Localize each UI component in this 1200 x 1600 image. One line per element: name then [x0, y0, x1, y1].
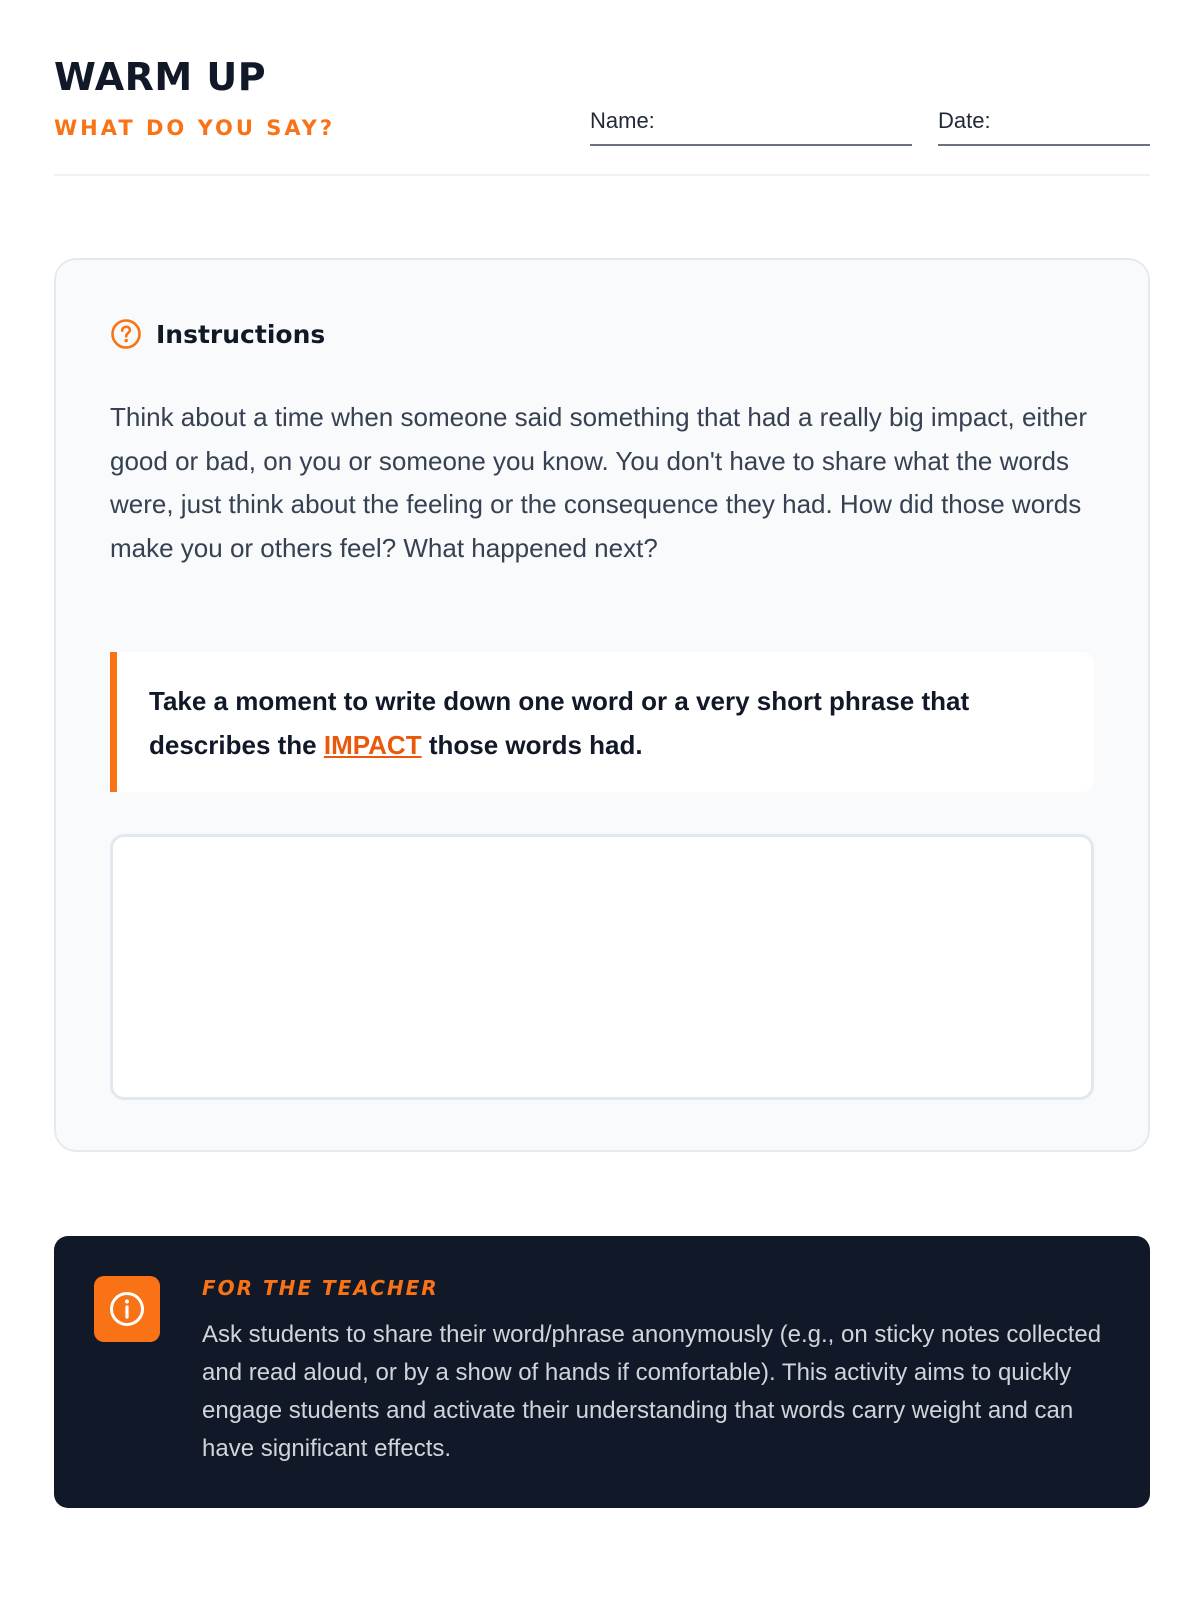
page-title: WARM UP — [54, 55, 267, 99]
info-circle-icon — [107, 1289, 147, 1329]
writing-prompt-callout — [110, 652, 1094, 792]
teacher-note-body: Ask students to share their word/phrase anonymously (e.g., on sticky notes collected and read aloud, or by a show of hands if comfortable). This activity aims to quickly engage students and activate their understanding that words carry weight and can have significant effects. — [202, 1321, 1102, 1462]
writing-prompt-text — [149, 680, 1064, 767]
instructions-title: Instructions — [156, 319, 326, 349]
writing-prompt-end: those words had. — [421, 729, 643, 760]
answer-box[interactable] — [110, 834, 1094, 1100]
writing-prompt-start: Take a moment to write down one word or a very short phrase that describes the — [149, 686, 970, 760]
teacher-note-label: FOR THE TEACHER — [202, 1276, 439, 1300]
name-field-label: Name: — [590, 108, 655, 133]
page-subtitle: WHAT DO YOU SAY? — [54, 116, 336, 140]
worksheet-header — [54, 48, 1150, 176]
question-circle-icon — [110, 318, 142, 350]
info-icon-badge — [94, 1276, 160, 1342]
date-field[interactable] — [938, 108, 1150, 146]
instructions-body: Think about a time when someone said something that had a really big impact, either good or bad, on you or someone you know. You don't have to share what the words were, just think about the feeling or the consequence they had. How did those words make you or others feel? What happened next? — [110, 402, 1087, 563]
instructions-header — [110, 318, 325, 350]
name-field[interactable] — [590, 108, 912, 146]
impact-emphasis: IMPACT — [323, 729, 422, 760]
date-field-label: Date: — [938, 108, 991, 133]
instructions-card — [54, 258, 1150, 1152]
teacher-note-panel — [54, 1236, 1150, 1508]
